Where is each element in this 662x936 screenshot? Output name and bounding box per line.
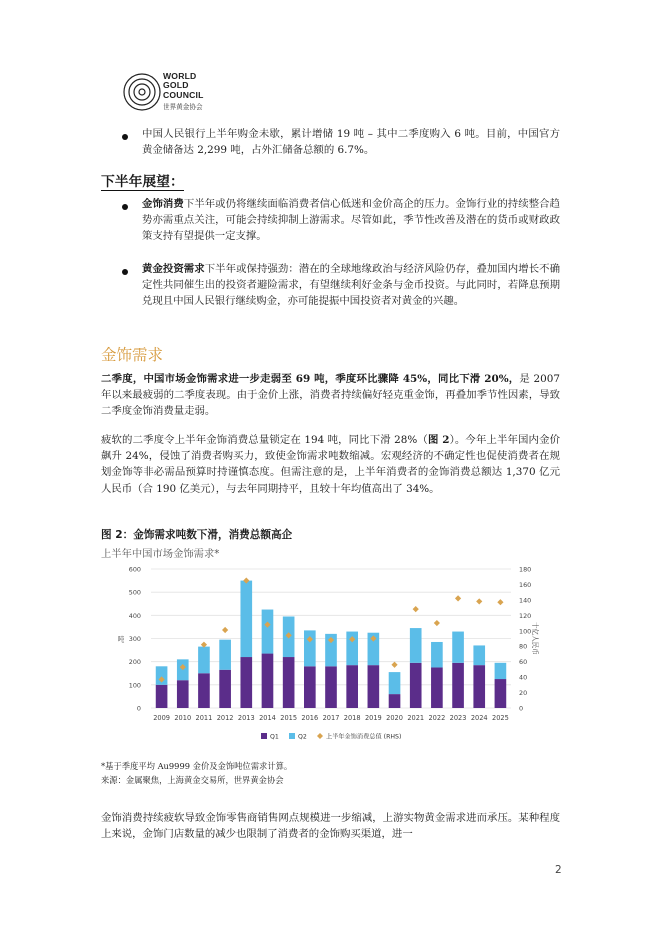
bar-q1: [410, 663, 422, 708]
bar-q2: [198, 647, 210, 674]
bar-q1: [240, 657, 252, 708]
logo-wordmark: WORLD GOLD COUNCIL: [163, 71, 204, 100]
x-tick-label: 2020: [386, 714, 403, 722]
legend-swatch: [261, 733, 267, 739]
y-tick-label: 100: [128, 681, 141, 690]
y2-tick-label: 120: [519, 611, 532, 620]
bullet-label: 黄金投资需求: [142, 263, 205, 275]
x-tick-label: 2011: [195, 714, 213, 722]
logo-subtitle: 世界黄金协会: [163, 103, 203, 111]
value-marker: [476, 598, 482, 604]
y-tick-label: 200: [128, 658, 141, 667]
paragraph-lead: 二季度，中国市场金饰需求进一步走弱至 69 吨，季度环比骤降 45%，同比下滑 20%，: [101, 373, 520, 385]
intro-bullet-text: 中国人民银行上半年购金未歇，累计增储 19 吨 – 其中二季度购入 6 吨。目前，中国官方黄金储备达 2,299 吨，占外汇储备总额的 6.7%。: [142, 128, 560, 157]
figure-reference: 图 2: [427, 434, 450, 446]
bar-q2: [219, 640, 231, 670]
bar-q2: [389, 672, 401, 694]
bullet-body: 下半年或仍将继续面临消费者信心低迷和金价高企的压力。金饰行业的持续整合趋势亦需重点关注，可能会持续抑制上游需求。尽管如此，季节性改善及潜在的货币或财政政策支持有望提供一定支撑。: [142, 198, 561, 243]
x-tick-label: 2022: [428, 714, 446, 722]
y-tick-label: 300: [128, 635, 141, 643]
paragraph-q2-demand: [101, 371, 560, 420]
bar-q1: [198, 673, 210, 708]
bar-q1: [325, 666, 337, 708]
y-tick-label: 500: [128, 588, 141, 597]
outlook-heading: 下半年展望：: [101, 170, 184, 191]
paragraph-h1-demand: 疲软的二季度令上半年金饰消费总量锁定在 194 吨，同比下滑 28%（图 2）。今年上半年国内金价飙升 24%，侵蚀了消费者购买力，致使金饰需求吨数缩减。宏观经济的不确定性也促使消费者在规划金饰等非必需品预算时持谨慎态度。但需注意的是，上半年消费者的金饰消费总额达 1,370 亿元人民币（合 190 亿美元），与去年同期持平，且较十年均值高出了 34%。: [101, 434, 560, 495]
y2-tick-label: 180: [519, 565, 532, 574]
chart-source: 来源：金属聚焦，上海黄金交易所，世界黄金协会: [101, 775, 284, 785]
y2-tick-label: 160: [519, 580, 532, 589]
bar-q1: [389, 694, 401, 708]
bar-q1: [473, 665, 485, 708]
value-marker: [391, 662, 397, 668]
bar-q1: [177, 680, 189, 708]
section-title-jewellery: 金饰需求: [101, 346, 164, 364]
bar-q2: [452, 632, 464, 663]
value-marker: [497, 599, 503, 605]
y-axis-label: 吨: [117, 635, 125, 644]
jewellery-demand-chart: [101, 558, 561, 750]
bar-q1: [495, 679, 507, 708]
bullet-icon: [122, 204, 128, 210]
bar-q1: [283, 657, 295, 708]
bar-q1: [346, 665, 358, 708]
x-tick-label: 2010: [174, 714, 192, 722]
page-number: 2: [555, 864, 562, 876]
y2-tick-label: 140: [519, 596, 532, 605]
legend-label: Q1: [270, 733, 279, 741]
bullet-label: 金饰消费: [142, 198, 184, 210]
legend-label: Q2: [298, 733, 307, 741]
x-tick-label: 2019: [364, 714, 382, 722]
figure-subtitle: 上半年中国市场金饰需求*: [101, 548, 220, 560]
value-marker: [455, 595, 461, 601]
y2-axis-label: 十亿人民币: [531, 622, 539, 655]
bar-q2: [431, 642, 443, 667]
x-tick-label: 2024: [470, 714, 488, 722]
x-tick-label: 2025: [492, 714, 509, 722]
bar-q1: [368, 665, 380, 708]
y-tick-label: 400: [128, 611, 141, 620]
x-tick-label: 2013: [237, 714, 255, 722]
bar-q2: [304, 630, 316, 666]
legend-label: 上半年金饰消费总值 (RHS): [326, 733, 402, 741]
bar-q2: [495, 663, 507, 679]
bar-q1: [304, 666, 316, 708]
bar-q1: [156, 685, 168, 708]
value-marker: [434, 620, 440, 626]
paragraph-retail-outlets: 金饰消费持续疲软导致金饰零售商销售网点规模进一步缩减，上游实物黄金需求进而承压。某种程度上来说，金饰门店数量的减少也限制了消费者的金饰购买渠道，进一: [101, 812, 560, 841]
y2-tick-label: 20: [519, 689, 528, 698]
chart-footnote: *基于季度平均 Au9999 金价及金饰吨位需求计算。: [101, 761, 293, 771]
y2-tick-label: 0: [519, 704, 524, 713]
bar-q1: [431, 667, 443, 708]
x-tick-label: 2017: [322, 714, 340, 722]
outlook-bullet-jewellery: [142, 196, 560, 245]
paragraph-body: 是 2007 年以来最疲弱的二季度表现。由于金价上涨，消费者持续偏好轻克重金饰，再叠加季节性因素，导致二季度金饰消费量走弱。: [101, 373, 560, 418]
y2-tick-label: 100: [519, 627, 532, 636]
x-tick-label: 2023: [449, 714, 467, 722]
figure-title: 图 2：金饰需求吨数下滑，消费总额高企: [101, 529, 293, 541]
bar-q1: [452, 663, 464, 708]
legend-swatch: [289, 733, 295, 739]
x-tick-label: 2012: [216, 714, 234, 722]
y2-tick-label: 40: [519, 673, 528, 682]
x-tick-label: 2014: [259, 714, 276, 722]
bar-q2: [473, 645, 485, 665]
bullet-icon: [122, 134, 128, 140]
bar-q1: [262, 654, 274, 708]
bullet-icon: [122, 269, 128, 275]
bullet-body: 下半年或保持强劲：潜在的全球地缘政治与经济风险仍存，叠加国内增长不确定性共同催生出的投资者避险需求，有望继续利好金条与金币投资。与此同时，若降息预期兑现且中国人民银行继续购金，亦可能提振中国投资者对黄金的兴趣。: [142, 263, 561, 308]
x-tick-label: 2018: [343, 714, 361, 722]
value-marker: [413, 606, 419, 612]
bar-q2: [410, 628, 422, 663]
x-tick-label: 2009: [153, 714, 170, 722]
x-tick-label: 2015: [280, 714, 298, 722]
value-marker: [222, 627, 228, 633]
y2-tick-label: 80: [519, 642, 528, 651]
bar-q2: [240, 581, 252, 657]
y2-tick-label: 60: [519, 658, 528, 667]
bar-q1: [219, 670, 231, 708]
y-tick-label: 0: [136, 704, 141, 713]
bar-q2: [262, 610, 274, 654]
outlook-bullet-investment: [142, 261, 560, 310]
x-tick-label: 2016: [301, 714, 319, 722]
y-tick-label: 600: [128, 565, 141, 574]
x-tick-label: 2021: [407, 714, 425, 722]
legend-swatch: [317, 733, 323, 739]
